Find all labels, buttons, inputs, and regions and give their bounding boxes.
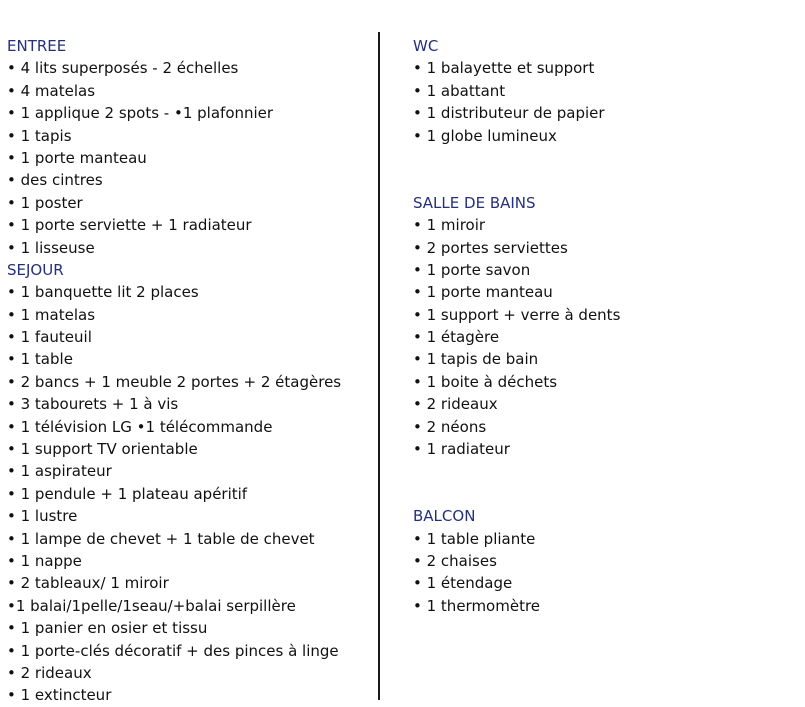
list-item: • 1 thermomètre xyxy=(413,596,541,615)
list-item: • 1 abattant xyxy=(413,81,506,100)
right-column xyxy=(413,35,793,617)
list-item: • 3 tabourets + 1 à vis xyxy=(7,395,179,414)
list-item: • 2 chaises xyxy=(413,552,497,571)
list-item: • 2 portes serviettes xyxy=(413,238,568,257)
list-item: • 1 aspirateur xyxy=(7,462,112,481)
section-title: ENTREE xyxy=(7,37,67,55)
section-balcon xyxy=(413,505,793,617)
list-item: • 1 tapis de bain xyxy=(413,350,539,369)
section-title: SALLE DE BAINS xyxy=(413,193,536,212)
list-item: • 1 banquette lit 2 places xyxy=(7,283,199,302)
list-item: • 1 lampe de chevet + 1 table de chevet xyxy=(7,529,315,548)
list-item: • 1 miroir xyxy=(413,216,486,235)
list-item: • 1 table xyxy=(7,350,73,369)
list-item: • 1 pendule + 1 plateau apéritif xyxy=(7,484,248,503)
list-item: •1 balai/1pelle/1seau/+balai serpillère xyxy=(7,596,296,615)
column-divider xyxy=(378,32,380,700)
list-item: • 1 radiateur xyxy=(413,440,510,459)
list-item: • 1 lustre xyxy=(7,507,78,526)
section-spacer xyxy=(413,460,793,505)
list-item: • 2 néons xyxy=(413,417,487,436)
section-title: WC xyxy=(413,37,439,55)
list-item: • 1 table pliante xyxy=(413,529,536,548)
list-item: • 1 support TV orientable xyxy=(7,440,198,459)
list-item: • 1 étendage xyxy=(413,574,513,593)
list-item: • 1 porte-clés décoratif + des pinces à linge xyxy=(7,641,339,660)
section-salle-de-bains xyxy=(413,192,793,461)
left-column xyxy=(7,35,375,707)
list-item: • des cintres xyxy=(7,171,103,190)
list-item: • 1 porte serviette + 1 radiateur xyxy=(7,216,252,235)
list-item: • 1 porte manteau xyxy=(7,148,147,167)
list-item: • 1 télévision LG •1 télécommande xyxy=(7,417,273,436)
list-item: • 2 bancs + 1 meuble 2 portes + 2 étagères xyxy=(7,372,342,391)
section-sejour xyxy=(7,259,375,707)
list-item: • 1 support + verre à dents xyxy=(413,305,621,324)
list-item: • 1 nappe xyxy=(7,551,82,570)
section-spacer xyxy=(413,147,793,192)
list-item: • 2 tableaux/ 1 miroir xyxy=(7,574,169,593)
section-entree xyxy=(7,35,375,259)
list-item: • 2 rideaux xyxy=(7,663,92,682)
section-wc xyxy=(413,35,793,147)
list-item: • 1 porte savon xyxy=(413,260,531,279)
list-item: • 4 lits superposés - 2 échelles xyxy=(7,59,239,78)
list-item: • 1 globe lumineux xyxy=(413,126,557,145)
list-item: • 1 extincteur xyxy=(7,686,112,705)
list-item: • 4 matelas xyxy=(7,81,96,100)
list-item: • 1 tapis xyxy=(7,126,72,145)
list-item: • 1 poster xyxy=(7,193,83,212)
list-item: • 1 boite à déchets xyxy=(413,372,558,391)
list-item: • 1 fauteuil xyxy=(7,328,92,347)
list-item: • 1 applique 2 spots - •1 plafonnier xyxy=(7,104,274,123)
section-title: BALCON xyxy=(413,507,476,526)
list-item: • 1 lisseuse xyxy=(7,238,95,257)
section-title: SEJOUR xyxy=(7,260,64,279)
list-item: • 1 panier en osier et tissu xyxy=(7,619,208,638)
list-item: • 1 étagère xyxy=(413,328,500,347)
list-item: • 1 matelas xyxy=(7,305,96,324)
list-item: • 1 porte manteau xyxy=(413,283,553,302)
list-item: • 1 balayette et support xyxy=(413,59,595,78)
list-item: • 1 distributeur de papier xyxy=(413,104,605,123)
list-item: • 2 rideaux xyxy=(413,395,498,414)
